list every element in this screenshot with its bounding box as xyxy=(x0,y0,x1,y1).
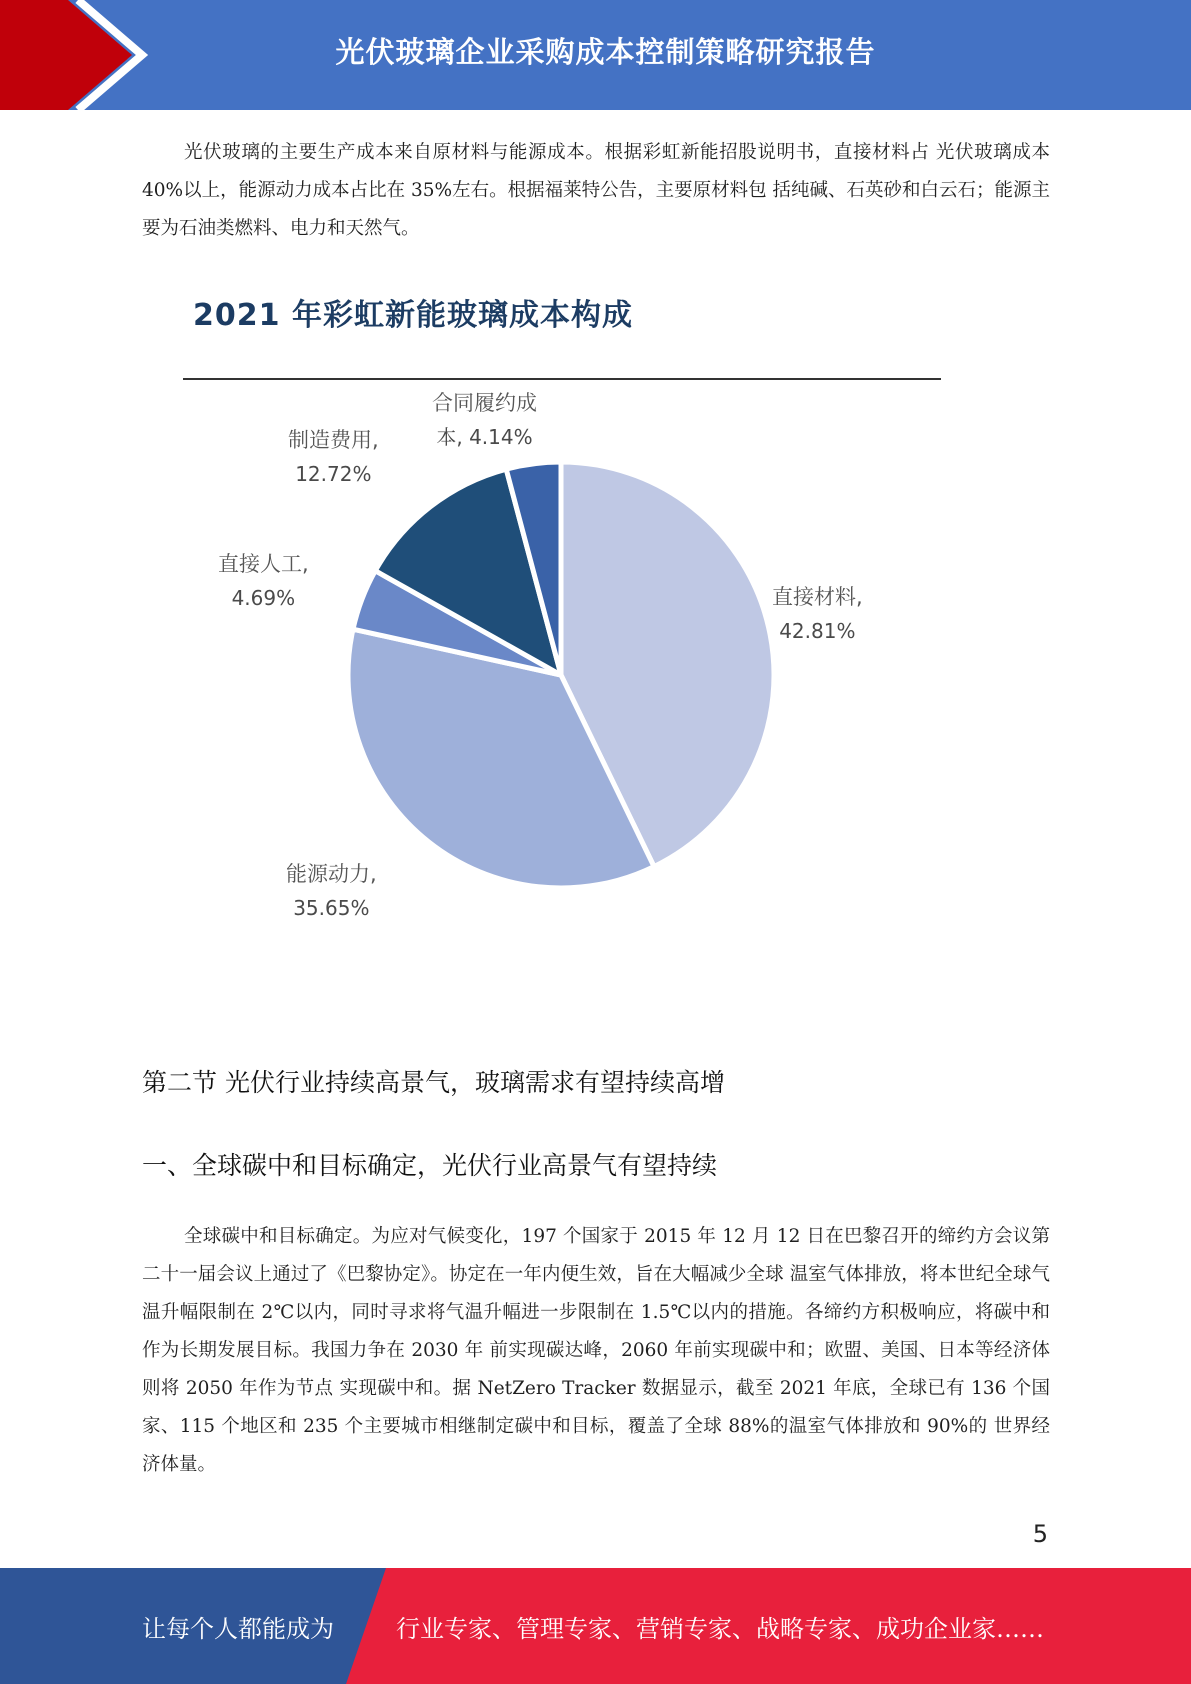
body-paragraph: 全球碳中和目标确定。为应对气候变化，197 个国家于 2015 年 12 月 12 日在巴黎召开的缔约方会议第二十一届会议上通过了《巴黎协定》。协定在一年内便生效，旨在大幅减少全球 温室气体排放，将本世纪全球气温升幅限制在 2℃以内，同时寻求将气温升幅进一步限制在 1.5℃以内的措施。各缔约方积极响应，将碳中和作为长期发展目标。我国力争在 2030 年 前实现碳达峰，2060 年前实现碳中和；欧盟、美国、日本等经济体则将 2050 年作为节点 实现碳中和。据 NetZero Tracker 数据显示，截至 2021 年底，全球已有 136 个国家、115 个地区和 235 个主要城市相继制定碳中和目标，覆盖了全球 88%的温室气体排放和 90%的 世界经济体量。 xyxy=(142,1226,1050,1475)
intro-paragraph: 光伏玻璃的主要生产成本来自原材料与能源成本。根据彩虹新能招股说明书，直接材料占 光伏玻璃成本 40%以上，能源动力成本占比在 35%左右。根据福莱特公告，主要原材料包 括纯碱、石英砂和白云石；能源主要为石油类燃料、电力和天然气。 xyxy=(142,142,1051,239)
chart-title: 2021 年彩虹新能玻璃成本构成 xyxy=(193,298,633,333)
pie-label-value: 42.81% xyxy=(779,619,856,643)
pie-label-energy xyxy=(286,857,377,925)
pie-label-manufacturing xyxy=(288,423,379,491)
pie-label-value: 4.69% xyxy=(231,586,296,610)
footer-slogan-right: 行业专家、管理专家、营销专家、战略专家、成功企业家…… xyxy=(396,1614,1044,1643)
pie-label-value: 35.65% xyxy=(293,896,370,920)
header-title: 光伏玻璃企业采购成本控制策略研究报告 xyxy=(335,34,876,69)
pie-label-value: 12.72% xyxy=(295,462,372,486)
page-footer xyxy=(0,1568,1191,1684)
pie-label-contract-cost xyxy=(432,386,537,454)
footer-slogan-left: 让每个人都能成为 xyxy=(142,1614,334,1643)
pie-label-text: 制造费用, xyxy=(288,428,379,452)
pie-label-text: 能源动力, xyxy=(286,862,377,886)
pie-label-pct: 4.14% xyxy=(469,425,533,449)
pie-label-text: 直接人工, xyxy=(218,552,309,576)
section-heading: 第二节 光伏行业持续高景气，玻璃需求有望持续高增 xyxy=(142,1068,725,1097)
pie-label-value xyxy=(432,420,537,454)
pie-label-text-cont: 本, xyxy=(436,425,463,449)
pie-label-text: 直接材料, xyxy=(772,585,863,609)
pie-label-direct-material xyxy=(772,580,863,648)
pie-label-direct-labor xyxy=(218,547,309,615)
page-number: 5 xyxy=(1032,1520,1048,1548)
subsection-heading: 一、全球碳中和目标确定，光伏行业高景气有望持续 xyxy=(142,1151,718,1180)
pie-label-text: 合同履约成 xyxy=(432,391,537,415)
